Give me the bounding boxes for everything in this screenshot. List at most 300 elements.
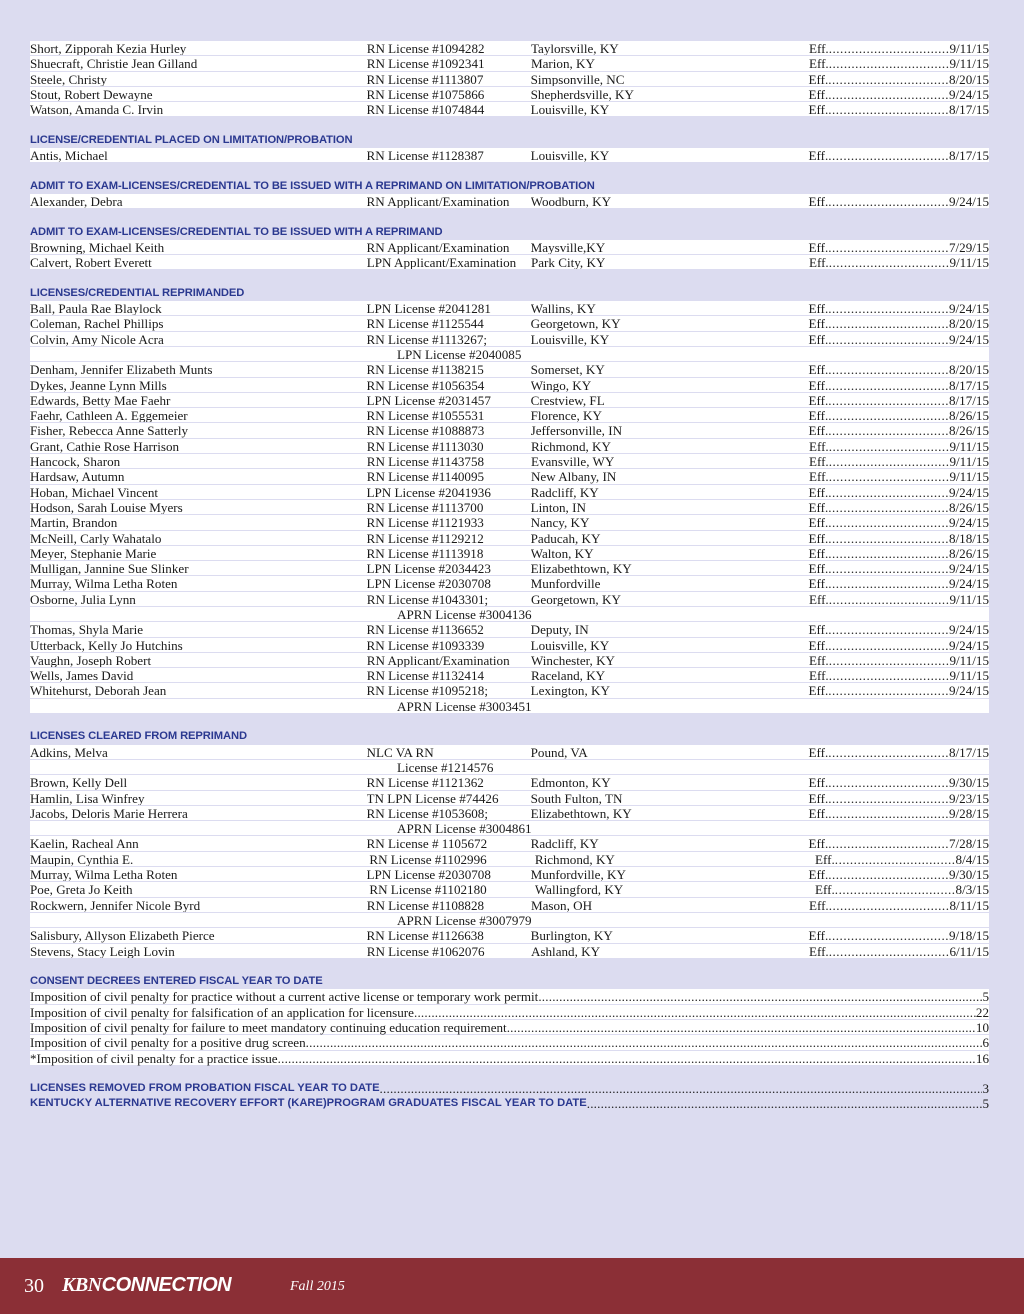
table-row: [30, 898, 989, 913]
licensee-name: Browning, Michael Keith: [30, 239, 165, 255]
effective-date-cell: [808, 546, 989, 560]
eff-label: Eff.: [815, 882, 835, 898]
licensee-name: Grant, Cathie Rose Harrison: [30, 438, 180, 454]
effective-date-cell: [809, 439, 989, 453]
licensee-name: Hardsaw, Autumn: [30, 469, 125, 484]
license-number: LPN License #2041936: [366, 484, 491, 499]
licensee-name: Stevens, Stacy Leigh Lovin: [30, 943, 175, 958]
table-row: [30, 439, 989, 454]
table-row: [30, 775, 989, 790]
licensee-name: Colvin, Amy Nicole Acra: [30, 331, 164, 346]
effective-date-cell: [808, 836, 989, 850]
eff-label: Eff.: [808, 148, 829, 164]
eff-label: Eff.: [808, 102, 829, 118]
dot-leader: [829, 255, 950, 269]
eff-label: Eff.: [815, 851, 835, 867]
dot-leader: [828, 531, 949, 545]
section-heading: ADMIT TO EXAM-LICENSES/CREDENTIAL TO BE ISSUED WITH A REPRIMAND: [30, 225, 443, 238]
dot-leader: [829, 592, 950, 606]
effective-date-cell: [808, 102, 989, 116]
consent-decree-count: 22: [975, 1004, 989, 1020]
location: Louisville, KY: [530, 637, 610, 652]
effective-date: 9/23/15: [948, 790, 989, 806]
location: Louisville, KY: [530, 102, 610, 117]
licensee-name: Osborne, Julia Lynn: [30, 591, 136, 606]
dot-leader: [828, 836, 949, 850]
license-number: LPN License #2030708: [366, 867, 491, 882]
location: [576, 699, 879, 713]
licensee-name: Whitehurst, Deborah Jean: [30, 683, 167, 698]
licensee-name: Brown, Kelly Dell: [30, 775, 128, 790]
dot-leader: [507, 1020, 976, 1034]
table-row: [30, 791, 989, 806]
dot-leader: [829, 469, 950, 483]
effective-date-cell: [809, 898, 989, 912]
table-row: [30, 531, 989, 546]
location: Elizabethtown, KY: [530, 561, 632, 576]
consent-decree-item: [30, 1005, 989, 1020]
effective-date: 9/24/15: [948, 484, 989, 500]
effective-date-cell: [808, 806, 989, 820]
table-row: [30, 561, 989, 576]
section-heading: LICENSE/CREDENTIAL PLACED ON LIMITATION/PROBATION: [30, 133, 353, 146]
section-heading: LICENSES/CREDENTIAL REPRIMANDED: [30, 286, 245, 299]
table-row: [30, 469, 989, 484]
eff-label: Eff.: [808, 408, 829, 424]
dot-leader: [587, 1096, 983, 1111]
dot-leader: [828, 515, 949, 529]
licensee-name: [30, 913, 397, 927]
license-number: APRN License #3003451: [397, 698, 532, 714]
effective-date: 8/4/15: [955, 851, 990, 867]
summary-text: LICENSES REMOVED FROM PROBATION FISCAL YEAR TO DATE: [30, 1082, 380, 1095]
location: Nancy, KY: [530, 515, 590, 530]
location: Walton, KY: [530, 545, 594, 561]
location: South Fulton, TN: [530, 790, 623, 805]
effective-date: 8/17/15: [948, 392, 989, 408]
table-row: [30, 301, 989, 316]
effective-date-cell: [809, 255, 989, 269]
dot-leader: [828, 500, 949, 514]
license-number: RN License #1121933: [366, 515, 484, 530]
location: Deputy, IN: [530, 622, 589, 637]
consent-decree-count: 6: [982, 1035, 989, 1051]
eff-label: Eff.: [808, 836, 829, 852]
license-number: LPN License #2034423: [366, 561, 491, 576]
license-number: RN License #1125544: [366, 316, 484, 331]
table-row: [30, 408, 989, 423]
effective-date: 9/24/15: [948, 561, 989, 577]
eff-label: Eff.: [808, 438, 829, 454]
dot-leader: [306, 1035, 983, 1049]
table-row: [30, 515, 989, 530]
location: Maysville,KY: [530, 239, 606, 255]
table-row: [30, 836, 989, 851]
table-row: [30, 485, 989, 500]
eff-label: Eff.: [808, 484, 829, 500]
effective-date: 9/24/15: [948, 637, 989, 653]
location: New Albany, IN: [530, 469, 617, 484]
licensee-name: Antis, Michael: [30, 148, 108, 163]
section-heading: ADMIT TO EXAM-LICENSES/CREDENTIAL TO BE ISSUED WITH A REPRIMAND ON LIMITATION/PROBATION: [30, 179, 595, 192]
location: Paducah, KY: [530, 530, 601, 545]
license-number: TN LPN License #74426: [366, 790, 499, 805]
effective-date-cell: [808, 332, 989, 346]
dot-leader: [414, 1005, 976, 1019]
table-row: [30, 668, 989, 683]
effective-date-cell: [808, 393, 989, 407]
table-row: [30, 867, 989, 882]
eff-label: Eff.: [808, 239, 829, 255]
table-row: [30, 423, 989, 438]
effective-date: 9/28/15: [948, 805, 989, 821]
dot-leader: [828, 546, 949, 560]
location: [576, 821, 879, 835]
eff-label: Eff.: [808, 255, 829, 271]
eff-label: Eff.: [808, 301, 829, 317]
summary-item: [30, 1081, 989, 1096]
dot-leader: [835, 852, 956, 866]
dot-leader: [829, 41, 950, 55]
licensee-name: Denham, Jennifer Elizabeth Munts: [30, 362, 213, 377]
consent-decree-item: [30, 1020, 989, 1035]
license-number: RN License #1092341: [366, 56, 485, 71]
location: Munfordville: [530, 576, 601, 591]
location: Pound, VA: [530, 744, 588, 759]
table-row: [30, 102, 989, 117]
effective-date: 9/11/15: [949, 255, 989, 271]
licensee-name: Maupin, Cynthia E.: [30, 851, 134, 867]
license-number: RN License # 1105672: [366, 836, 488, 851]
table-row: [30, 683, 989, 698]
section-spacer: [30, 1066, 989, 1081]
location: Wallingford, KY: [534, 882, 624, 897]
section-spacer: [30, 163, 989, 178]
license-number: RN License #1128387: [366, 148, 484, 163]
consent-decree-text: Imposition of civil penalty for failure to meet mandatory continuing education requirement: [30, 1020, 507, 1035]
section-spacer: [30, 959, 989, 974]
licensee-name: Calvert, Robert Everett: [30, 255, 152, 270]
eff-label: Eff.: [808, 423, 829, 439]
licensee-name: Ball, Paula Rae Blaylock: [30, 301, 162, 316]
eff-label: Eff.: [808, 928, 829, 944]
effective-date-cell: [808, 928, 989, 942]
licensee-name: [30, 607, 397, 621]
dot-leader: [835, 882, 956, 896]
eff-label: Eff.: [808, 576, 829, 592]
effective-date: 8/18/15: [948, 530, 989, 546]
license-number: RN License #1088873: [366, 423, 485, 438]
dot-leader: [828, 362, 949, 376]
licensee-name: Murray, Wilma Letha Roten: [30, 576, 178, 591]
licensee-name: Fisher, Rebecca Anne Satterly: [30, 423, 189, 438]
licensee-name: Wells, James David: [30, 668, 134, 683]
eff-label: Eff.: [808, 530, 829, 546]
eff-label: Eff.: [808, 943, 829, 959]
consent-decree-text: Imposition of civil penalty for falsification of an application for licensure: [30, 1004, 414, 1020]
location: Marion, KY: [530, 56, 595, 71]
table-row: [30, 928, 989, 943]
effective-date-cell: [808, 683, 989, 697]
license-number: RN License #1055531: [366, 408, 485, 423]
effective-date-cell: [808, 775, 989, 789]
license-number: RN License #1093339: [366, 637, 485, 652]
table-row: [30, 806, 989, 821]
table-row: [30, 592, 989, 607]
location: Wingo, KY: [530, 377, 592, 392]
effective-date-cell: [808, 423, 989, 437]
effective-date-cell: [809, 469, 989, 483]
table-row: [30, 347, 989, 362]
dot-leader: [828, 806, 949, 820]
table-row: [30, 745, 989, 760]
eff-label: Eff.: [808, 56, 829, 72]
eff-label: Eff.: [808, 469, 829, 485]
licensee-name: Hoban, Michael Vincent: [30, 484, 159, 499]
dot-leader: [828, 622, 949, 636]
location: Simpsonville, NC: [530, 71, 625, 86]
dot-leader: [828, 561, 949, 575]
location: [576, 760, 879, 774]
license-number: RN License #1053608;: [366, 805, 488, 821]
table-row: [30, 194, 989, 209]
license-number: RN License #1094282: [366, 41, 485, 56]
dot-leader: [828, 148, 949, 162]
effective-date-cell: [879, 699, 989, 713]
location: Jeffersonville, IN: [530, 423, 623, 438]
effective-date-cell: [879, 821, 989, 835]
license-number: LPN License #2041281: [366, 301, 491, 316]
license-number: RN License #1102180: [369, 882, 487, 897]
section-spacer: [30, 270, 989, 285]
effective-date-cell: [809, 653, 989, 667]
effective-date-cell: [808, 408, 989, 422]
effective-date: 9/30/15: [948, 775, 989, 791]
eff-label: Eff.: [808, 668, 829, 684]
table-row: [30, 316, 989, 331]
license-number: RN License #1108828: [366, 897, 485, 912]
effective-date-cell: [815, 852, 989, 866]
eff-label: Eff.: [808, 86, 829, 102]
table-row: [30, 148, 989, 163]
effective-date: 9/11/15: [949, 668, 989, 684]
location: Richmond, KY: [534, 851, 615, 867]
effective-date-cell: [808, 194, 989, 208]
effective-date: 9/30/15: [948, 867, 989, 883]
table-row: [30, 576, 989, 591]
location: Linton, IN: [530, 499, 586, 515]
table-row: [30, 378, 989, 393]
location: Georgetown, KY: [530, 591, 621, 606]
eff-label: Eff.: [808, 683, 829, 699]
eff-label: Eff.: [808, 652, 829, 668]
licensee-name: Hancock, Sharon: [30, 454, 121, 469]
license-number: APRN License #3004136: [397, 606, 532, 622]
effective-date-cell: [808, 576, 989, 590]
table-row: [30, 41, 989, 56]
licensee-name: Adkins, Melva: [30, 744, 108, 759]
dot-leader: [828, 683, 949, 697]
dot-leader: [828, 393, 949, 407]
eff-label: Eff.: [808, 545, 829, 561]
eff-label: Eff.: [808, 805, 829, 821]
effective-date-cell: [808, 72, 989, 86]
dot-leader: [828, 332, 949, 346]
dot-leader: [828, 745, 949, 759]
effective-date: 9/11/15: [949, 438, 989, 454]
licensee-name: Poe, Greta Jo Keith: [30, 882, 133, 897]
consent-decree-item: [30, 1051, 989, 1066]
licensee-name: Steele, Christy: [30, 71, 108, 86]
licensee-name: Edwards, Betty Mae Faehr: [30, 392, 171, 408]
licensee-name: Kaelin, Racheal Ann: [30, 836, 139, 851]
table-row: [30, 546, 989, 561]
eff-label: Eff.: [808, 454, 829, 470]
effective-date-cell: [808, 301, 989, 315]
location: Burlington, KY: [530, 928, 613, 943]
eff-label: Eff.: [808, 377, 829, 393]
license-number: License #1214576: [397, 759, 494, 775]
dot-leader: [538, 989, 982, 1003]
licensee-name: McNeill, Carly Wahatalo: [30, 530, 162, 545]
licensee-name: Faehr, Cathleen A. Eggemeier: [30, 408, 188, 423]
license-number: RN License #1138215: [366, 362, 484, 377]
eff-label: Eff.: [808, 591, 829, 607]
effective-date-cell: [808, 531, 989, 545]
dot-leader: [829, 653, 950, 667]
table-row: [30, 882, 989, 897]
dot-leader: [828, 867, 949, 881]
eff-label: Eff.: [808, 499, 829, 515]
licensee-name: Murray, Wilma Letha Roten: [30, 867, 178, 882]
dot-leader: [828, 775, 949, 789]
location: Munfordville, KY: [530, 867, 626, 882]
effective-date-cell: [809, 41, 989, 55]
license-number: RN License #1075866: [366, 86, 485, 102]
effective-date-cell: [808, 745, 989, 759]
effective-date-cell: [808, 791, 989, 805]
table-row: [30, 821, 989, 836]
location: Mason, OH: [530, 897, 593, 912]
location: Winchester, KY: [530, 652, 615, 668]
eff-label: Eff.: [808, 867, 829, 883]
licensee-name: Hodson, Sarah Louise Myers: [30, 499, 183, 515]
effective-date-cell: [879, 347, 989, 361]
license-number: RN Applicant/Examination: [366, 193, 510, 209]
dot-leader: [828, 791, 949, 805]
consent-decree-count: 16: [975, 1050, 989, 1066]
section-spacer: [30, 209, 989, 224]
dot-leader: [828, 485, 949, 499]
eff-label: Eff.: [808, 897, 829, 913]
eff-label: Eff.: [808, 790, 829, 806]
licensee-name: Salisbury, Allyson Elizabeth Pierce: [30, 928, 215, 943]
license-number: RN License #1121362: [366, 775, 484, 790]
dot-leader: [828, 316, 949, 330]
eff-label: Eff.: [808, 71, 829, 87]
location: [576, 607, 879, 621]
dot-leader: [828, 87, 949, 101]
licensee-name: Rockwern, Jennifer Nicole Byrd: [30, 897, 201, 912]
location: [576, 347, 879, 361]
eff-label: Eff.: [808, 775, 829, 791]
license-number: RN License #1132414: [366, 668, 485, 683]
effective-date: 8/17/15: [948, 148, 989, 164]
logo-connection: CONNECTION: [101, 1274, 232, 1296]
eff-label: Eff.: [808, 561, 829, 577]
effective-date: 8/3/15: [955, 882, 990, 898]
location: Radcliff, KY: [530, 836, 599, 851]
dot-leader: [828, 194, 949, 208]
dot-leader: [829, 454, 950, 468]
licensee-name: [30, 699, 397, 713]
eff-label: Eff.: [808, 41, 829, 56]
table-row: [30, 72, 989, 87]
licensee-name: Jacobs, Deloris Marie Herrera: [30, 805, 188, 821]
eff-label: Eff.: [808, 637, 829, 653]
location: Crestview, FL: [530, 392, 605, 408]
location: Edmonton, KY: [530, 775, 611, 790]
license-number: RN License #1056354: [366, 377, 485, 392]
location: Radcliff, KY: [530, 484, 599, 499]
consent-decree-item: [30, 1035, 989, 1050]
section-spacer: [30, 117, 989, 132]
licensee-name: Utterback, Kelly Jo Hutchins: [30, 637, 183, 652]
licensee-name: Watson, Amanda C. Irvin: [30, 102, 164, 117]
section-spacer: [30, 714, 989, 729]
location: Elizabethtown, KY: [530, 805, 632, 821]
licensee-name: Dykes, Jeanne Lynn Mills: [30, 377, 167, 392]
summary-count: 3: [982, 1081, 989, 1097]
table-row: [30, 332, 989, 347]
dot-leader: [828, 301, 949, 315]
licensee-name: Coleman, Rachel Phillips: [30, 316, 164, 331]
effective-date: 6/11/15: [949, 943, 989, 959]
table-row: [30, 500, 989, 515]
eff-label: Eff.: [808, 362, 829, 378]
dot-leader: [829, 944, 950, 958]
effective-date: 9/24/15: [948, 86, 989, 102]
table-row: [30, 913, 989, 928]
licensee-name: Hamlin, Lisa Winfrey: [30, 790, 145, 805]
eff-label: Eff.: [808, 331, 829, 347]
effective-date: 8/20/15: [948, 362, 989, 378]
location: Florence, KY: [530, 408, 602, 423]
consent-decree-count: 10: [975, 1020, 989, 1035]
license-number: NLC VA RN: [366, 744, 434, 759]
effective-date-cell: [809, 56, 989, 70]
licensee-name: Short, Zipporah Kezia Hurley: [30, 41, 187, 56]
effective-date: 8/17/15: [948, 377, 989, 393]
table-row: [30, 240, 989, 255]
table-row: [30, 255, 989, 270]
effective-date: 9/11/15: [949, 591, 989, 607]
effective-date: 8/17/15: [948, 744, 989, 760]
section-heading: LICENSES CLEARED FROM REPRIMAND: [30, 730, 247, 743]
effective-date: 8/26/15: [948, 545, 989, 561]
summary-count: 5: [982, 1096, 989, 1112]
effective-date-cell: [879, 913, 989, 927]
summary-text: KENTUCKY ALTERNATIVE RECOVERY EFFORT (KARE)PROGRAM GRADUATES FISCAL YEAR TO DATE: [30, 1097, 587, 1110]
effective-date-cell: [808, 148, 989, 162]
effective-date: 9/11/15: [949, 469, 989, 485]
location: Wallins, KY: [530, 301, 596, 316]
page-number: 30: [24, 1275, 44, 1297]
license-number: LPN Applicant/Examination: [366, 255, 517, 270]
license-number: LPN License #2040085: [397, 346, 522, 362]
license-number: RN Applicant/Examination: [366, 652, 510, 668]
consent-decree-text: Imposition of civil penalty for a positive drug screen: [30, 1035, 306, 1051]
